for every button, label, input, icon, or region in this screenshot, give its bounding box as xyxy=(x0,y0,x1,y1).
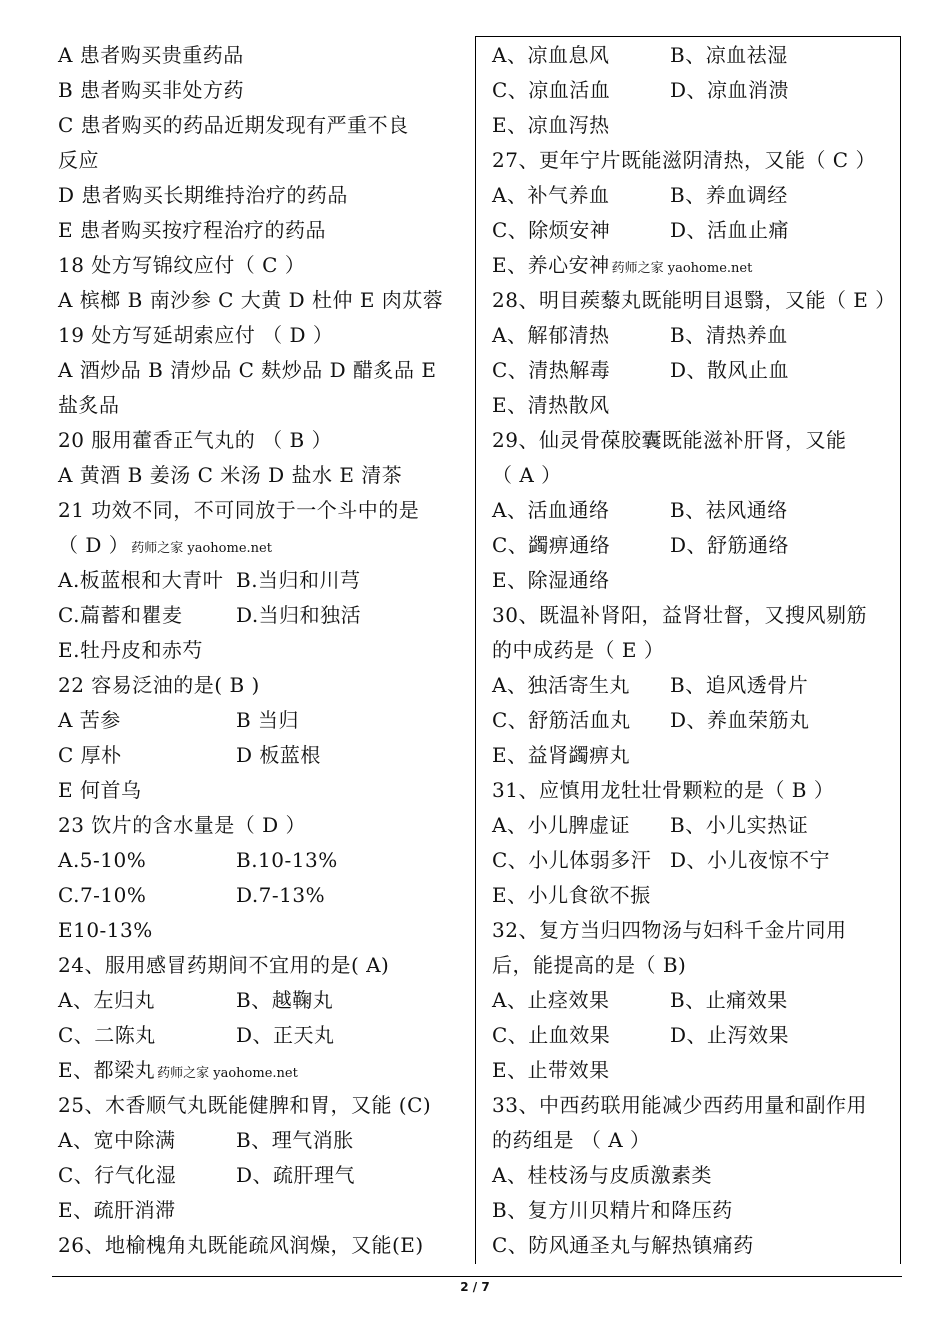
line-text: A 患者购买贵重药品 xyxy=(58,43,244,67)
text-line xyxy=(58,423,468,458)
text-line xyxy=(492,353,896,388)
text-line xyxy=(492,248,896,283)
line-text: 反应 xyxy=(58,148,99,172)
line-text: B、复方川贝精片和降压药 xyxy=(492,1198,733,1222)
bottom-border xyxy=(52,1276,902,1277)
line-text: 25、木香顺气丸既能健脾和胃，又能 (C) xyxy=(58,1093,432,1117)
line-text: B 患者购买非处方药 xyxy=(58,78,245,102)
text-line xyxy=(58,913,468,948)
text-line xyxy=(492,143,896,178)
line-text: E 患者购买按疗程治疗的药品 xyxy=(58,218,326,242)
line-text: 18 处方写锦纹应付（ C ） xyxy=(58,253,306,277)
line-text: 26、地榆槐角丸既能疏风润燥，又能(E) xyxy=(58,1233,424,1257)
line-text: E 何首乌 xyxy=(58,778,142,802)
line-text: A、活血通络 xyxy=(492,498,610,522)
option-text: B、理气消胀 xyxy=(236,1128,354,1152)
line-text: D 患者购买长期维持治疗的药品 xyxy=(58,183,348,207)
text-line xyxy=(58,668,468,703)
option-text: D.当归和独活 xyxy=(236,603,362,627)
option-text: D、小儿夜惊不宁 xyxy=(670,848,831,872)
line-text: E、小儿食欲不振 xyxy=(492,883,651,907)
text-line xyxy=(58,983,468,1018)
text-line xyxy=(492,1053,896,1088)
text-line xyxy=(492,1018,896,1053)
line-text: 33、中西药联用能减少西药用量和副作用 xyxy=(492,1093,867,1117)
option-text: D、散风止血 xyxy=(670,358,790,382)
watermark-text: 药师之家 yaohome.net xyxy=(157,1066,298,1081)
text-line xyxy=(58,738,468,773)
text-line xyxy=(58,108,468,143)
text-line xyxy=(492,913,896,948)
line-text: E、都梁丸 xyxy=(58,1058,156,1082)
text-line xyxy=(58,1018,468,1053)
text-line xyxy=(58,1228,468,1263)
line-text: E10-13% xyxy=(58,918,153,942)
line-text: C、蠲痹通络 xyxy=(492,533,611,557)
text-line xyxy=(492,1158,896,1193)
left-column xyxy=(58,38,468,1263)
text-line xyxy=(492,108,896,143)
text-line xyxy=(58,213,468,248)
text-line xyxy=(492,1123,896,1158)
text-line xyxy=(58,143,468,178)
line-text: C、小儿体弱多汗 xyxy=(492,848,652,872)
option-text: D、活血止痛 xyxy=(670,218,790,242)
text-line xyxy=(58,283,468,318)
text-line xyxy=(492,738,896,773)
watermark-text: 药师之家 yaohome.net xyxy=(131,541,272,556)
text-line xyxy=(58,528,468,563)
option-text: D、正天丸 xyxy=(236,1023,335,1047)
text-line xyxy=(492,808,896,843)
line-text: （ D ） xyxy=(58,533,130,557)
text-line xyxy=(58,178,468,213)
text-line xyxy=(492,423,896,458)
line-text: C、防风通圣丸与解热镇痛药 xyxy=(492,1233,754,1257)
line-text: A、凉血息风 xyxy=(492,43,610,67)
line-text: E、养心安神 xyxy=(492,253,610,277)
line-text: 31、应慎用龙牡壮骨颗粒的是（ B ） xyxy=(492,778,835,802)
option-text: B、清热养血 xyxy=(670,323,788,347)
line-text: E、疏肝消滞 xyxy=(58,1198,176,1222)
right-column xyxy=(492,38,896,1263)
option-text: D、止泻效果 xyxy=(670,1023,790,1047)
line-text: E、益肾蠲痹丸 xyxy=(492,743,631,767)
text-line xyxy=(492,983,896,1018)
option-text: B、祛风通络 xyxy=(670,498,788,522)
text-line xyxy=(58,248,468,283)
watermark-text: 药师之家 yaohome.net xyxy=(611,261,753,276)
option-text: B.当归和川芎 xyxy=(236,568,361,592)
text-line xyxy=(492,1228,896,1263)
line-text: 22 容易泛油的是( B ) xyxy=(58,673,260,697)
option-text: D.7-13% xyxy=(236,883,326,907)
option-text: B、追风透骨片 xyxy=(670,673,809,697)
text-line xyxy=(492,843,896,878)
line-text: 23 饮片的含水量是（ D ） xyxy=(58,813,307,837)
line-text: C、行气化湿 xyxy=(58,1163,177,1187)
page-number: 2 / 7 xyxy=(460,1280,490,1294)
line-text: 21 功效不同，不可同放于一个斗中的是 xyxy=(58,498,420,522)
line-text: 的中成药是（ E ） xyxy=(492,638,665,662)
text-line xyxy=(58,493,468,528)
text-line xyxy=(58,1053,468,1088)
line-text: 后，能提高的是（ B) xyxy=(492,953,687,977)
text-line xyxy=(492,703,896,738)
text-line xyxy=(492,668,896,703)
line-text: 32、复方当归四物汤与妇科千金片同用 xyxy=(492,918,847,942)
text-line xyxy=(58,563,468,598)
line-text: C、清热解毒 xyxy=(492,358,611,382)
text-line xyxy=(58,773,468,808)
line-text: A 苦参 xyxy=(58,708,121,732)
text-line xyxy=(492,178,896,213)
option-text: D、养血荣筋丸 xyxy=(670,708,810,732)
line-text: A、补气养血 xyxy=(492,183,610,207)
text-line xyxy=(58,318,468,353)
option-text: B、凉血祛湿 xyxy=(670,43,788,67)
line-text: E、清热散风 xyxy=(492,393,610,417)
line-text: E.牡丹皮和赤芍 xyxy=(58,638,203,662)
line-text: （ A ） xyxy=(492,463,562,487)
text-line xyxy=(58,808,468,843)
text-line xyxy=(492,948,896,983)
line-text: C、舒筋活血丸 xyxy=(492,708,631,732)
line-text: E、除湿通络 xyxy=(492,568,610,592)
text-line xyxy=(58,458,468,493)
line-text: 盐炙品 xyxy=(58,393,120,417)
text-line xyxy=(58,38,468,73)
text-line xyxy=(492,283,896,318)
line-text: C、除烦安神 xyxy=(492,218,611,242)
option-text: B、养血调经 xyxy=(670,183,788,207)
line-text: A 酒炒品 B 清炒品 C 麸炒品 D 醋炙品 E xyxy=(58,358,437,382)
text-line xyxy=(58,843,468,878)
option-text: B、越鞠丸 xyxy=(236,988,334,1012)
option-text: B、止痛效果 xyxy=(670,988,788,1012)
text-line xyxy=(58,73,468,108)
line-text: 24、服用感冒药期间不宜用的是( A) xyxy=(58,953,390,977)
text-line xyxy=(492,388,896,423)
line-text: A.板蓝根和大青叶 xyxy=(58,568,224,592)
line-text: A、解郁清热 xyxy=(492,323,610,347)
line-text: 19 处方写延胡索应付 （ D ） xyxy=(58,323,334,347)
text-line xyxy=(492,1088,896,1123)
option-text: B、小儿实热证 xyxy=(670,813,809,837)
text-line xyxy=(58,948,468,983)
text-line xyxy=(58,1088,468,1123)
text-line xyxy=(58,703,468,738)
text-line xyxy=(58,633,468,668)
text-line xyxy=(58,598,468,633)
text-line xyxy=(58,353,468,388)
line-text: E、止带效果 xyxy=(492,1058,610,1082)
line-text: C、二陈丸 xyxy=(58,1023,156,1047)
text-line xyxy=(492,598,896,633)
line-text: C.7-10% xyxy=(58,883,147,907)
line-text: A、止痉效果 xyxy=(492,988,610,1012)
text-line xyxy=(492,563,896,598)
column-divider xyxy=(475,36,476,1264)
text-line xyxy=(492,773,896,808)
option-text: B.10-13% xyxy=(236,848,338,872)
text-line xyxy=(58,1123,468,1158)
line-text: A、独活寄生丸 xyxy=(492,673,630,697)
option-text: D、舒筋通络 xyxy=(670,533,790,557)
line-text: 29、仙灵骨葆胶囊既能滋补肝肾，又能 xyxy=(492,428,847,452)
text-line xyxy=(492,878,896,913)
line-text: C、凉血活血 xyxy=(492,78,611,102)
line-text: 的药组是 （ A ） xyxy=(492,1128,651,1152)
line-text: A、左归丸 xyxy=(58,988,155,1012)
line-text: C、止血效果 xyxy=(492,1023,611,1047)
line-text: C 患者购买的药品近期发现有严重不良 xyxy=(58,113,409,137)
text-line xyxy=(492,1193,896,1228)
line-text: 28、明目蒺藜丸既能明目退翳，又能（ E ） xyxy=(492,288,896,312)
line-text: 20 服用藿香正气丸的 （ B ） xyxy=(58,428,333,452)
text-line xyxy=(492,318,896,353)
text-line xyxy=(492,38,896,73)
right-border xyxy=(900,36,901,1264)
text-line xyxy=(492,528,896,563)
line-text: C 厚朴 xyxy=(58,743,122,767)
line-text: A、宽中除满 xyxy=(58,1128,176,1152)
line-text: C.萹蓄和瞿麦 xyxy=(58,603,183,627)
line-text: E、凉血泻热 xyxy=(492,113,610,137)
line-text: 30、既温补肾阳，益肾壮督，又搜风剔筋 xyxy=(492,603,867,627)
line-text: A.5-10% xyxy=(58,848,147,872)
line-text: A 槟榔 B 南沙参 C 大黄 D 杜仲 E 肉苁蓉 xyxy=(58,288,444,312)
text-line xyxy=(492,458,896,493)
option-text: D、疏肝理气 xyxy=(236,1163,356,1187)
line-text: A、小儿脾虚证 xyxy=(492,813,630,837)
line-text: A、桂枝汤与皮质激素类 xyxy=(492,1163,712,1187)
option-text: D、凉血消溃 xyxy=(670,78,790,102)
line-text: 27、更年宁片既能滋阴清热，又能（ C ） xyxy=(492,148,876,172)
text-line xyxy=(58,1193,468,1228)
line-text: A 黄酒 B 姜汤 C 米汤 D 盐水 E 清茶 xyxy=(58,463,403,487)
text-line xyxy=(58,388,468,423)
text-line xyxy=(492,633,896,668)
text-line xyxy=(492,213,896,248)
text-line xyxy=(492,493,896,528)
text-line xyxy=(58,1158,468,1193)
option-text: B 当归 xyxy=(236,708,300,732)
text-line xyxy=(58,878,468,913)
option-text: D 板蓝根 xyxy=(236,743,321,767)
text-line xyxy=(492,73,896,108)
top-border xyxy=(475,36,901,37)
